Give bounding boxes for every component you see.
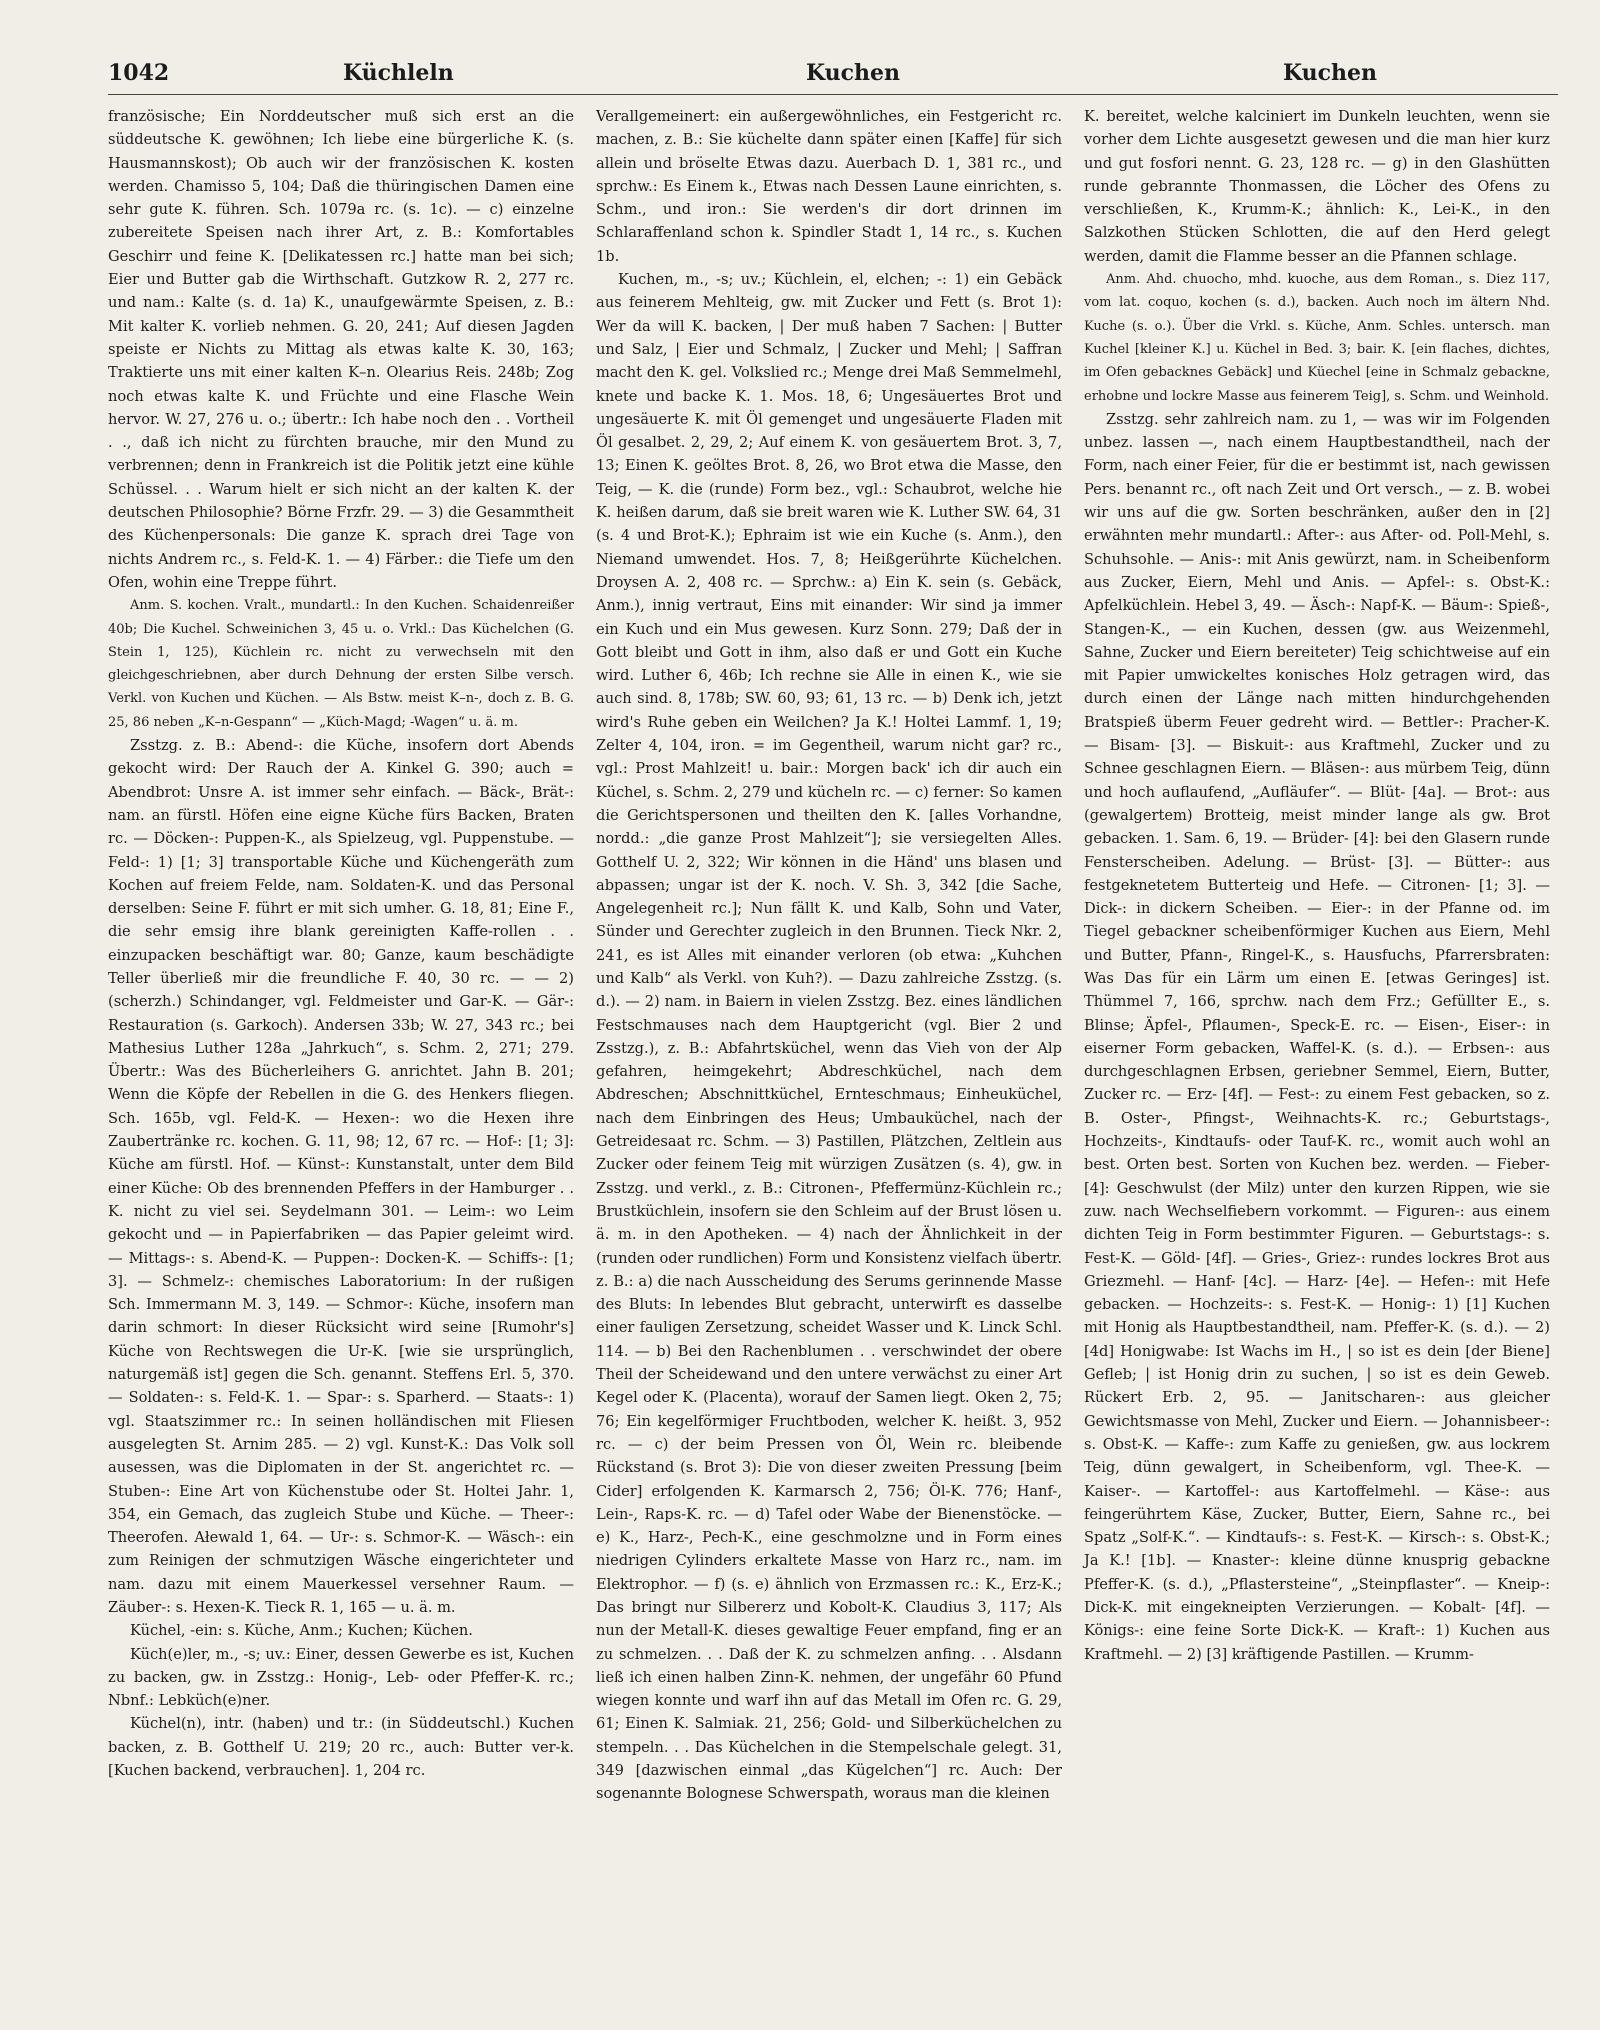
column-1 xyxy=(108,105,574,1806)
entry: Küchel, -ein: s. Küche, Anm.; Kuchen; Küchen. xyxy=(130,1622,473,1640)
page-header xyxy=(108,58,1558,95)
column-3 xyxy=(1084,105,1550,1806)
entry: Küch(e)ler, m., -s; uv.: Einer, dessen Gewerbe es ist, Kuchen zu backen, gw. in Zsstzg.: Honig-, Leb- oder Pfeffer-K. rc.; Nbnf.: Lebküch(e)ner. xyxy=(108,1645,574,1710)
right-running-head: Kuchen xyxy=(1283,60,1378,86)
middle-running-head: Kuchen xyxy=(806,60,901,86)
paragraph: Verallgemeinert: ein außergewöhnliches, ein Festgericht rc. machen, z. B.: Sie küchelte dann später einen [Kaffe] für sich allein und bröselte Etwas dazu. Auerbach D. 1, 381 rc., und sprchw.: Es Einem k., Etwas nach Dessen Laune einrichten, s. Schm., und iron.: Sie werden's dir dort drinnen im Schlaraffenland schon k. Spindler Stadt 1, 14 rc., s. Kuchen 1b. xyxy=(596,108,1062,265)
column-2 xyxy=(596,105,1062,1806)
compounds: Zsstzg. sehr zahlreich nam. zu 1, — was wir im Folgenden unbez. lassen —, nach einem Hauptbestandtheil, nach der Form, nach einer Feier, für die er bestimmt ist, nach gewissen Pers. benannt rc., oft nach Zeit und Ort versch., — z. B. wobei wir uns auf die gw. Sorten beschränken, außer den in [2] erwähnten mehr mundartl.: After-: aus After- od. Poll-Mehl, s. Schuhsohle. — Anis-: mit Anis gewürzt, nam. in Scheibenform aus Zucker, Eiern, Mehl und Anis. — Apfel-: s. Obst-K.: Apfelküchlein. Hebel 3, 49. — Äsch-: Napf-K. — Bäum-: Spieß-, Stangen-K., — ein Kuchen, dessen (gw. aus Weizenmehl, Sahne, Zucker und Eiern bereiteter) Teig schichtweise auf ein mit Papier umwickeltes konisches Holz getragen wird, das durch einen der Länge nach mitten hindurchgehenden Bratspieß überm Feuer gedreht wird. — Bettler-: Pracher-K. — Bisam- [3]. — Biskuit-: aus Kraftmehl, Zucker und zu Schnee geschlagnen Eiern. — Bläsen-: aus mürbem Teig, dünn und hoch auflaufend, „Aufläufer“. — Blüt- [4a]. — Brot-: aus (gewalgertem) Brotteig, meist minder lange als gw. Brot gebacken. 1. Sam. 6, 19. — Brüder- [4]: bei den Glasern runde Fensterscheiben. Adelung. — Brüst- [3]. — Bütter-: aus festgeknetetem Butterteig und Hefe. — Citronen- [1; 3]. — Dick-: in dickern Scheiben. — Eier-: in der Pfanne od. im Tiegel gebackner scheibenförmiger Kuchen aus Eiern, Mehl und Butter, Pfann-, Ringel-K., s. Hausfuchs, Pfarrersbraten: Was Das für ein Lärm um einen E. [etwas Geringes] ist. Thümmel 7, 166, sprchw. nach dem Frz.; Gefüllter E., s. Blinse; Äpfel-, Pflaumen-, Speck-E. rc. — Eisen-, Eiser-: in eiserner Form gebacken, Waffel-K. (s. d.). — Erbsen-: aus durchgeschlagnen Erbsen, geriebner Semmel, Eiern, Butter, Zucker rc. — Erz- [4f]. — Fest-: zu einem Fest gebacken, so z. B. Oster-, Pfingst-, Weihnachts-K. rc.; Geburtstags-, Hochzeits-, Kindtaufs- oder Tauf-K. rc., womit auch wohl an best. Orten best. Sorten von Kuchen bez. werden. — Fieber- [4]: Geschwulst (der Milz) unter den kurzen Rippen, wie sie zuw. nach Wechselfiebern vorkommt. — Figuren-: aus einem dichten Teig in Form bestimmter Figuren. — Geburtstags-: s. Fest-K. — Göld- [4f]. — Gries-, Griez-: rundes lockres Brot aus Griezmehl. — Hanf- [4c]. — Harz- [4e]. — Hefen-: mit Hefe gebacken. — Hochzeits-: s. Fest-K. — Honig-: 1) [1] Kuchen mit Honig als Hauptbestandtheil, nam. Pfeffer-K. (s. d.). — 2) [4d] Honigwabe: Ist Wachs im H., | so ist es dein [der Biene] Gefleb; | ist Honig drin zu suchen, | so ist es dein Geweb. Rückert Erb. 2, 95. — Janitscharen-: aus gleicher Gewichtsmasse von Mehl, Zucker und Eiern. — Johannisbeer-: s. Obst-K. — Kaffe-: zum Kaffe zu genießen, gw. aus lockrem Teig, dünn gewalgert, in Scheibenform, vgl. Thee-K. — Kaiser-. — Kartoffel-: aus Kartoffelmehl. — Käse-: aus feingerührtem Käse, Zucker, Butter, Eiern, Sahne rc., bei Spatz „Solf-K.“. — Kindtaufs-: s. Fest-K. — Kirsch-: s. Obst-K.; Ja K.! [1b]. — Knaster-: kleine dünne knusprig gebackne Pfeffer-K. (s. d.), „Pflastersteine“, „Steinpflaster“. — Kneip-: Dick-K. mit eingekneipten Verzierungen. — Kobalt- [4f]. — Königs-: eine feine Sorte Dick-K. — Kraft-: 1) Kuchen aus Kraftmehl. — 2) [3] kräftigende Pastillen. — Krumm- xyxy=(1084,410,1550,1663)
paragraph: französische; Ein Norddeutscher muß sich erst an die süddeutsche K. gewöhnen; Ich liebe eine bürgerliche K. (s. Hausmannskost); Ob auch wir der französischen K. kosten werden. Chamisso 5, 104; Daß die thüringischen Damen eine sehr gute K. führen. Sch. 1079a rc. (s. 1c). — c) einzelne zubereitete Speisen nach ihrer Art, z. B.: Komfortables Geschirr und feine K. [Delikatessen rc.] hatte man bei sich; Eier und Butter gab die Wirthschaft. Gutzkow R. 2, 277 rc. und nam.: Kalte (s. d. 1a) K., unaufgewärmte Speisen, z. B.: Mit kalter K. vorlieb nehmen. G. 20, 241; Auf diesen Jagden speiste er Nichts zu Mittag als etwas kalte K. 30, 163; Traktierte uns mit einer kalten K–n. Olearius Reis. 248b; Zog noch etwas kalte K. und Früchte und eine Flasche Wein hervor. W. 27, 276 u. o.; übertr.: Ich habe noch den . . Vortheil . ., daß ich nicht zu fürchten brauche, mir den Mund zu verbrennen; denn in Frankreich ist die Politik jetzt eine kühle Schüssel. . . Warum hielt er sich nicht an der kalten K. der deutschen Philosophie? Börne Frzfr. 29. — 3) die Gesammtheit des Küchenpersonals: Die ganze K. sprach drei Tage von nichts Andrem rc., s. Feld-K. 1. — 4) Färber.: die Tiefe um den Ofen, wohin eine Treppe führt. xyxy=(108,108,574,591)
entry: Küchel(n), intr. (haben) und tr.: (in Süddeutschl.) Kuchen backen, z. B. Gotthelf U. 219; 20 rc., auch: Butter ver-k. [Kuchen backend, verbrauchen]. 1, 204 rc. xyxy=(108,1715,574,1780)
annotation: Anm. Ahd. chuocho, mhd. kuoche, aus dem Roman., s. Diez 117, vom lat. coquo, kochen (s. d.), backen. Auch noch im ältern Nhd. Kuche (s. o.). Über die Vrkl. s. Küche, Anm. Schles. untersch. man Kuchel [kleiner K.] u. Küchel in Bed. 3; bair. K. [ein flaches, dichtes, im Ofen gebacknes Gebäck] und Küechel [eine in Schmalz gebackne, erhobne und lockre Masse aus feinerem Teig], s. Schm. und Weinhold. xyxy=(1084,272,1550,404)
left-running-head: Küchleln xyxy=(343,60,454,86)
paragraph: K. bereitet, welche kalciniert im Dunkeln leuchten, wenn sie vorher dem Lichte ausgesetzt gewesen und die man hier kurz und gut fosfori nennt. G. 23, 128 rc. — g) in den Glashütten runde gebrannte Thonmassen, die Löcher des Ofens zu verschließen, K., Krumm-K.; ähnlich: K., Lei-K., in den Salzkothen Stücken Schlotten, die auf den Herd gelegt werden, damit die Flamme besser an die Pfannen schlage. xyxy=(1084,108,1550,265)
compounds: Zsstzg. z. B.: Abend-: die Küche, insofern dort Abends gekocht wird: Der Rauch der A. Kinkel G. 390; auch = Abendbrot: Unsre A. ist immer sehr einfach. — Bäck-, Brät-: nam. an fürstl. Höfen eine eigne Küche fürs Backen, Braten rc. — Döcken-: Puppen-K., als Spielzeug, vgl. Puppenstube. — Feld-: 1) [1; 3] transportable Küche und Küchengeräth zum Kochen auf freiem Felde, nam. Soldaten-K. und das Personal derselben: Seine F. führt er mit sich umher. G. 18, 81; Eine F., die sehr emsig ihre blank gereinigten Kaffe-rollen . . einzupacken beschäftigt war. 80; Ganze, kaum beschädigte Teller überließ mir die freundliche F. 40, 30 rc. — — 2) (scherzh.) Schindanger, vgl. Feldmeister und Gar-K. — Gär-: Restauration (s. Garkoch). Andersen 33b; W. 27, 343 rc.; bei Mathesius Luther 128a „Jahrkuch“, s. Schm. 2, 271; 279. Übertr.: Was des Bücherleihers G. anrichtet. Jahn B. 201; Wenn die Köpfe der Rebellen in die G. des Henkers fliegen. Sch. 165b, vgl. Feld-K. — Hexen-: wo die Hexen ihre Zaubertränke rc. kochen. G. 11, 98; 12, 67 rc. — Hof-: [1; 3]: Küche am fürstl. Hof. — Künst-: Kunstanstalt, unter dem Bild einer Küche: Ob des brennenden Pfeffers in der Hamburger . . K. nicht zu viel sei. Seydelmann 301. — Leim-: wo Leim gekocht und — in Papierfabriken — das Papier geleimt wird. — Mittags-: s. Abend-K. — Puppen-: Docken-K. — Schiffs-: [1; 3]. — Schmelz-: chemisches Laboratorium: In der rußigen Sch. Immermann M. 3, 149. — Schmor-: Küche, insofern man darin schmort: In dieser Rücksicht wird seine [Rumohr's] Küche von Rechtswegen die Ur-K. [wie sie ursprünglich, naturgemäß ist] gegen die Sch. genannt. Steffens Erl. 5, 370. — Soldaten-: s. Feld-K. 1. — Spar-: s. Sparherd. — Staats-: 1) vgl. Staatszimmer rc.: In seinen holländischen mit Fliesen ausgelegten St. Arnim 285. — 2) vgl. Kunst-K.: Das Volk soll ausessen, was die Diplomaten in der St. angerichtet rc. — Stuben-: Eine Art von Küchenstube oder St. Holtei Jahr. 1, 354, ein Gemach, das zugleich Stube und Küche. — Theer-: Theerofen. Ałewald 1, 64. — Ur-: s. Schmor-K. — Wäsch-: ein zum Reinigen der schmutzigen Wäsche eingerichteter und nam. dazu mit einem Mauerkessel versehner Raum. — Zäuber-: s. Hexen-K. Tieck R. 1, 165 — u. ä. m. xyxy=(108,737,574,1616)
entry-kuchen: Kuchen, m., -s; uv.; Küchlein, el, elchen; -: 1) ein Gebäck aus feinerem Mehlteig, gw. mit Zucker und Fett (s. Brot 1): Wer da will K. backen, | Der muß haben 7 Sachen: | Butter und Salz, | Eier und Schmalz, | Zucker und Mehl; | Saffran macht den K. gel. Volkslied rc.; Menge drei Maß Semmelmehl, knete und backe K. 1. Mos. 18, 6; Ungesäuertes Brot und ungesäuerte K. mit Öl gemenget und ungesäuerte Fladen mit Öl gesalbet. 2, 29, 2; Auf einem K. von gesäuertem Brot. 3, 7, 13; Einen K. geöltes Brot. 8, 26, wo Brot etwa die Masse, den Teig, — K. die (runde) Form bez., vgl.: Schaubrot, welche hie K. heißen darum, daß sie breit waren wie K. Luther SW. 64, 31 (s. 4 und Brot-K.); Ephraim ist wie ein Kuche (s. Anm.), den Niemand umwendet. Hos. 7, 8; Heißgerührte Küchelchen. Droysen A. 2, 408 rc. — Sprchw.: a) Ein K. sein (s. Gebäck, Anm.), innig vertraut, Eins mit einander: Wir sind ja immer ein Kuch und ein Mus gewesen. Kurz Sonn. 279; Daß der in Gott bleibt und Gott in ihm, also daß er und Gott ein Kuche wird. Luther 6, 46b; Ich rechne sie Alle in einen K., wie sie auch sind. 8, 178b; SW. 60, 93; 61, 13 rc. — b) Denk ich, jetzt wird's Ruhe geben ein Weilchen? Ja K.! Holtei Lammf. 1, 19; Zelter 4, 104, iron. = im Gegentheil, warum nicht gar? rc., vgl.: Prost Mahlzeit! u. bair.: Morgen back' ich dir auch ein Küchel, s. Schm. 2, 279 und kücheln rc. — c) ferner: So kamen die Gerichtspersonen und theilten den K. [alles Vorhandne, nordd.: „die ganze Prost Mahlzeit“]; sie versiegelten Alles. Gotthelf U. 2, 322; Wir können in die Händ' uns blasen und abpassen; ungar ist der K. noch. V. Sh. 3, 342 [die Sache, Angelegenheit rc.]; Nun fällt K. und Kalb, Sohn und Vater, Sünder und Gerechter zugleich in den Brunnen. Tieck Nkr. 2, 241, es ist Alles mit einander verloren (ob etwa: „Kuhchen und Kalb“ als Verkl. von Kuh?). — Dazu zahlreiche Zsstzg. (s. d.). — 2) nam. in Baiern in vielen Zsstzg. Bez. eines ländlichen Festschmauses nach dem Hauptgericht (vgl. Bier 2 und Zsstzg.), z. B.: Abfahrtsküchel, wenn das Vieh von der Alp gefahren, heimgekehrt; Abdreschküchel, nach dem Abdreschen; Abschnittküchel, Ernteschmaus; Einheuküchel, nach dem Einbringen des Heus; Umbauküchel, nach der Getreidesaat rc. Schm. — 3) Pastillen, Plätzchen, Zeltlein aus Zucker oder feinem Teig mit würzigen Zusätzen (s. 4), gw. in Zsstzg. und verkl., z. B.: Citronen-, Pfeffermünz-Küchlein rc.; Brustküchlein, insofern sie den Schleim auf der Brust lösen u. ä. m. in den Apotheken. — 4) nach der Ähnlichkeit in der (runden oder rundlichen) Form und Konsistenz vielfach übertr. z. B.: a) die nach Ausscheidung des Serums gerinnende Masse des Bluts: In lebendes Blut gebracht, unterwirft es dasselbe einer fauligen Zersetzung, scheidet Wasser und K. Linck Schl. 114. — b) Bei den Rachenblumen . . verschwindet der obere Theil der Scheidewand und den untere verwächst zu einer Art Kegel oder K. (Placenta), worauf der Samen liegt. Oken 2, 75; 76; Ein kegelförmiger Fruchtboden, welcher K. heißt. 3, 952 rc. — c) der beim Pressen von Öl, Wein rc. bleibende Rückstand (s. Brot 3): Die von dieser zweiten Pressung [beim Cider] erfolgenden K. Karmarsch 2, 756; Öl-K. 776; Hanf-, Lein-, Raps-K. rc. — d) Tafel oder Wabe der Bienenstöcke. — e) K., Harz-, Pech-K., eine geschmolzne und in Form eines niedrigen Cylinders erkaltete Masse von Harz rc., nam. im Elektrophor. — f) (s. e) ähnlich von Erzmassen rc.: K., Erz-K.; Das bringt nur Silbererz und Kobolt-K. Claudius 3, 117; Als nun der Metall-K. dieses gewaltige Feuer empfand, fing er an zu schmelzen. . . Daß der K. zu schmelzen anfing. . . Alsdann ließ ich einen halben Zinn-K. nehmen, der ungefähr 60 Pfund wiegen konnte und warf ihn auf das Metall im Ofen rc. G. 29, 61; Einen K. Salmiak. 21, 256; Gold- und Silberküchelchen zu stempeln. . . Das Küchelchen in die Stempelschale gelegt. 31, 349 [dazwischen einmal „das Kügelchen“] rc. Auch: Der sogenannte Bolognese Schwerspath, woraus man die kleinen xyxy=(596,271,1062,1803)
annotation: Anm. S. kochen. Vralt., mundartl.: In den Kuchen. Schaidenreißer 40b; Die Kuchel. Schweinichen 3, 45 u. o. Vrkl.: Das Küchelchen (G. Stein 1, 125), Küchlein rc. nicht zu verwechseln mit den gleichgeschriebnen, aber durch Dehnung der ersten Silbe versch. Verkl. von Kuchen und Küchen. — Als Bstw. meist K–n-, doch z. B. G. 25, 86 neben „K–n-Gespann“ — „Küch-Magd; -Wagen“ u. ä. m. xyxy=(108,598,574,730)
columns xyxy=(108,105,1558,1806)
page-number: 1042 xyxy=(108,60,170,86)
